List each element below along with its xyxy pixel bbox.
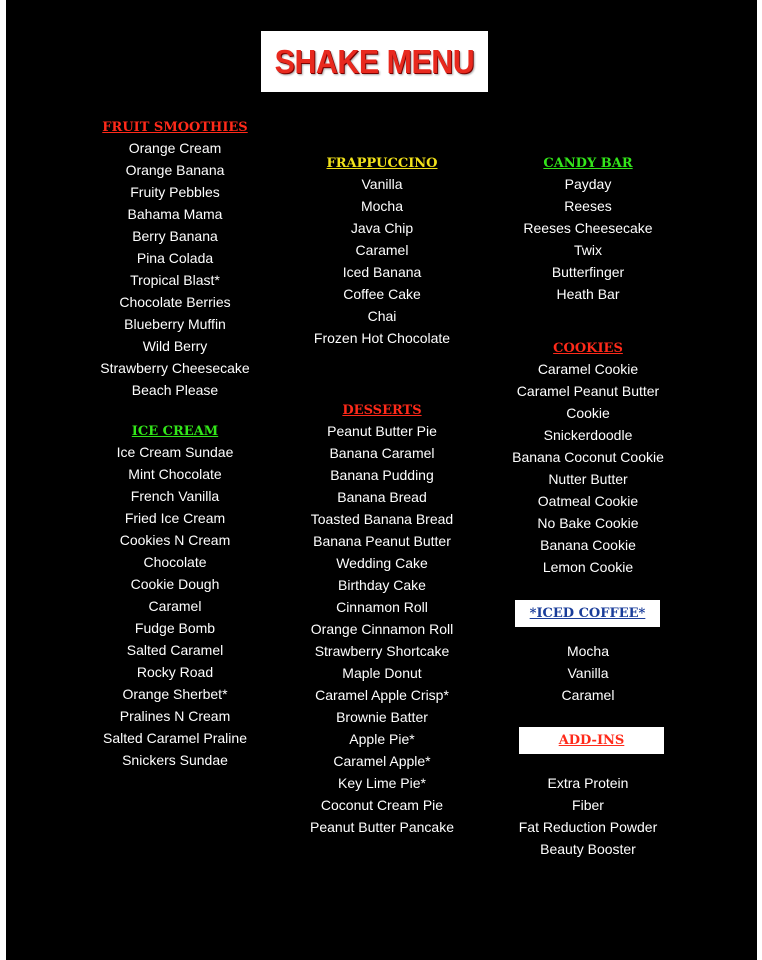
menu-item: Caramel Cookie — [537, 361, 639, 377]
menu-item: Wedding Cake — [336, 555, 428, 571]
menu-item: Caramel — [355, 242, 409, 258]
menu-item: French Vanilla — [130, 488, 220, 504]
section-heading-frappuccino: FRAPPUCCINO — [326, 156, 438, 171]
menu-item: Vanilla — [567, 665, 609, 681]
menu-item: Cookies N Cream — [119, 532, 231, 548]
menu-item: Fudge Bomb — [134, 620, 216, 636]
section-cookies — [493, 340, 683, 578]
menu-item: Rocky Road — [136, 664, 214, 680]
menu-item: Fried Ice Cream — [124, 510, 226, 526]
item-list-desserts — [287, 420, 477, 838]
menu-item: Extra Protein — [547, 775, 629, 791]
menu-item: Cinnamon Roll — [336, 599, 428, 615]
menu-item: Caramel Apple* — [333, 753, 431, 769]
menu-item: Tropical Blast* — [130, 272, 220, 288]
section-ice-cream — [80, 423, 270, 771]
menu-item: Frozen Hot Chocolate — [313, 330, 451, 346]
item-list-add-ins — [493, 772, 683, 860]
section-add-ins — [493, 772, 683, 860]
menu-item: Banana Bread — [337, 489, 427, 505]
menu-item: Fat Reduction Powder — [518, 819, 658, 835]
menu-item: Reeses — [564, 198, 612, 214]
menu-item: Oatmeal Cookie — [537, 493, 639, 509]
menu-item: Strawberry Cheesecake — [100, 360, 250, 376]
section-heading-desserts: DESSERTS — [342, 403, 422, 418]
menu-item: Salted Caramel — [126, 642, 224, 658]
item-list-frappuccino — [287, 173, 477, 349]
section-candy-bar — [493, 155, 683, 305]
menu-item: Chocolate — [143, 554, 207, 570]
menu-item: No Bake Cookie — [537, 515, 639, 531]
section-heading-cookies: COOKIES — [553, 341, 623, 356]
menu-item: Toasted Banana Bread — [310, 511, 454, 527]
menu-item: Ice Cream Sundae — [116, 444, 234, 460]
menu-item: Caramel — [561, 687, 615, 703]
menu-item: Snickerdoodle — [543, 427, 633, 443]
menu-item: Pralines N Cream — [119, 708, 231, 724]
menu-item: Reeses Cheesecake — [523, 220, 653, 236]
menu-item: Key Lime Pie* — [338, 775, 426, 791]
menu-item: Banana Cookie — [540, 537, 636, 553]
menu-item: Mint Chocolate — [128, 466, 222, 482]
menu-item: Peanut Butter Pie — [327, 423, 437, 439]
menu-board — [6, 0, 757, 960]
section-heading-candy-bar: CANDY BAR — [543, 156, 633, 171]
menu-item: Strawberry Shortcake — [314, 643, 450, 659]
menu-item: Apple Pie* — [349, 731, 415, 747]
menu-item: Java Chip — [350, 220, 414, 236]
menu-item: Birthday Cake — [338, 577, 426, 593]
menu-title: SHAKE MENU — [274, 42, 475, 80]
menu-item: Butterfinger — [551, 264, 625, 280]
title-box — [261, 31, 488, 92]
menu-item: Mocha — [566, 643, 610, 659]
menu-item: Coconut Cream Pie — [320, 797, 444, 813]
menu-item: Chai — [367, 308, 397, 324]
menu-item: Caramel — [148, 598, 202, 614]
item-list-fruit-smoothies — [80, 137, 270, 401]
menu-item: Orange Cream — [128, 140, 222, 156]
section-heading-iced-coffee: *ICED COFFEE* — [529, 606, 646, 621]
menu-item: Mocha — [360, 198, 404, 214]
menu-item: Banana Coconut Cookie — [512, 449, 664, 465]
menu-item: Pina Colada — [136, 250, 214, 266]
menu-item: Bahama Mama — [127, 206, 223, 222]
menu-item: Banana Pudding — [330, 467, 434, 483]
menu-item: Heath Bar — [556, 286, 620, 302]
menu-item: Beach Please — [131, 382, 219, 398]
section-heading-fruit-smoothies: FRUIT SMOOTHIES — [102, 120, 248, 135]
menu-item: Brownie Batter — [336, 709, 428, 725]
section-iced-coffee — [493, 640, 683, 706]
menu-item: Cookie — [566, 405, 610, 421]
menu-item: Vanilla — [361, 176, 403, 192]
menu-item: Beauty Booster — [540, 841, 636, 857]
menu-item: Fiber — [572, 797, 604, 813]
section-desserts — [287, 402, 477, 838]
menu-item: Banana Peanut Butter — [313, 533, 451, 549]
menu-item: Cookie Dough — [130, 576, 220, 592]
menu-item: Lemon Cookie — [542, 559, 634, 575]
menu-item: Orange Banana — [125, 162, 225, 178]
menu-item: Orange Sherbet* — [122, 686, 228, 702]
menu-item: Salted Caramel Praline — [103, 730, 247, 746]
menu-item: Chocolate Berries — [119, 294, 231, 310]
section-heading-add-ins: ADD-INS — [558, 733, 625, 748]
menu-item: Payday — [564, 176, 612, 192]
section-frappuccino — [287, 155, 477, 349]
item-list-cookies — [493, 358, 683, 578]
menu-item: Orange Cinnamon Roll — [310, 621, 454, 637]
section-heading-ice-cream: ICE CREAM — [131, 424, 219, 439]
menu-item: Wild Berry — [142, 338, 208, 354]
item-list-ice-cream — [80, 441, 270, 771]
item-list-candy-bar — [493, 173, 683, 305]
menu-item: Iced Banana — [342, 264, 422, 280]
menu-item: Peanut Butter Pancake — [310, 819, 454, 835]
menu-item: Blueberry Muffin — [124, 316, 226, 332]
menu-item: Nutter Butter — [548, 471, 628, 487]
item-list-iced-coffee — [493, 640, 683, 706]
menu-item: Caramel Apple Crisp* — [315, 687, 449, 703]
section-fruit-smoothies — [80, 119, 270, 401]
menu-item: Coffee Cake — [343, 286, 421, 302]
add-ins-heading-box — [519, 727, 664, 754]
menu-item: Banana Caramel — [329, 445, 435, 461]
menu-item: Fruity Pebbles — [130, 184, 220, 200]
menu-item: Twix — [574, 242, 602, 258]
menu-item: Maple Donut — [342, 665, 422, 681]
menu-item: Caramel Peanut Butter — [516, 383, 660, 399]
iced-coffee-heading-box — [515, 600, 660, 627]
menu-item: Berry Banana — [132, 228, 218, 244]
menu-item: Snickers Sundae — [122, 752, 228, 768]
